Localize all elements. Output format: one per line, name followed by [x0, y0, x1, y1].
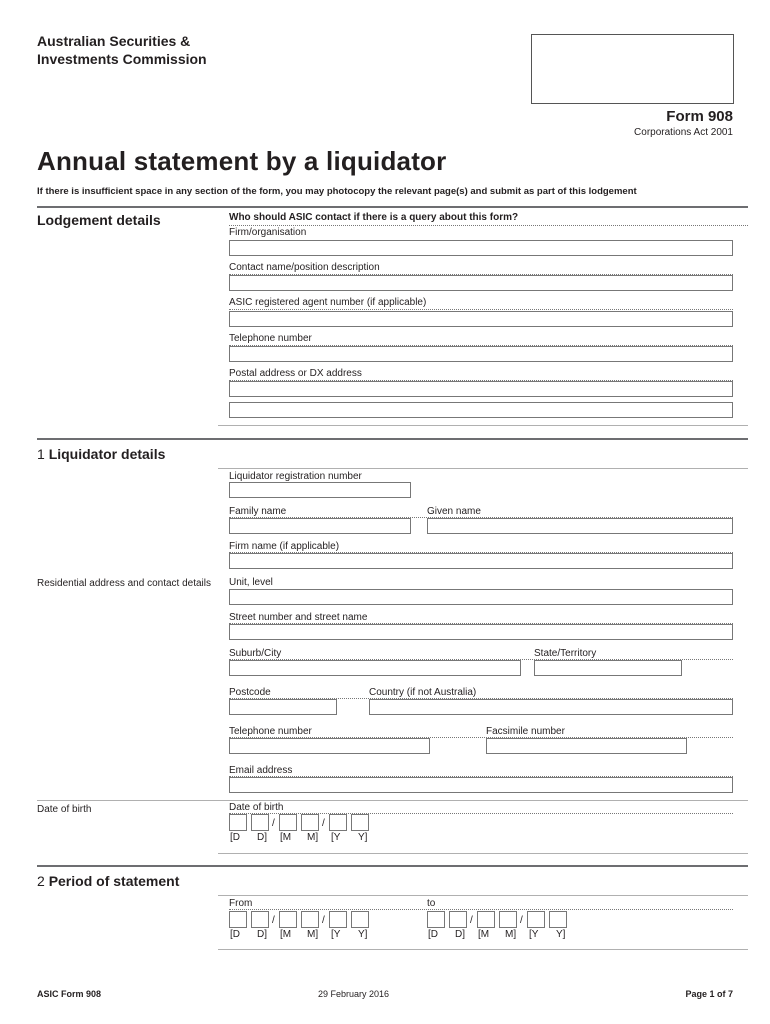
date-format-label: Y] — [358, 832, 368, 843]
liquidator-telephone-field[interactable] — [229, 738, 430, 754]
agency-line-2: Investments Commission — [37, 51, 207, 67]
form-number: Form 908 — [666, 108, 733, 125]
from-year-2-box[interactable] — [351, 911, 369, 928]
from-day-2-box[interactable] — [251, 911, 269, 928]
to-day-1-box[interactable] — [427, 911, 445, 928]
date-of-birth-side-label: Date of birth — [37, 804, 92, 815]
dotted-rule — [229, 909, 733, 910]
dob-year-1-box[interactable] — [329, 814, 347, 831]
agency-name — [37, 32, 207, 68]
instruction-note: If there is insufficient space in any section of the form, you may photocopy the relevant page(s) and submit as part of this lodgement — [37, 186, 637, 197]
country-field[interactable] — [369, 699, 733, 715]
from-month-1-box[interactable] — [279, 911, 297, 928]
date-format-label: [Y — [529, 929, 539, 940]
page-title: Annual statement by a liquidator — [37, 146, 447, 176]
postcode-field[interactable] — [229, 699, 337, 715]
postal-address-label: Postal address or DX address — [229, 368, 362, 379]
date-format-label: [Y — [331, 832, 341, 843]
date-format-label: [D — [230, 832, 240, 843]
to-year-2-box[interactable] — [549, 911, 567, 928]
unit-level-label: Unit, level — [229, 577, 273, 588]
section-rule — [218, 895, 748, 896]
contact-name-field[interactable] — [229, 275, 733, 291]
to-day-2-box[interactable] — [449, 911, 467, 928]
dob-month-1-box[interactable] — [279, 814, 297, 831]
section-divider — [37, 865, 748, 867]
date-format-label: [M — [478, 929, 490, 940]
date-separator: / — [322, 818, 325, 829]
lodgement-question: Who should ASIC contact if there is a query about this form? — [229, 212, 519, 223]
date-format-label: [D — [230, 929, 240, 940]
date-format-label: D] — [455, 929, 465, 940]
section-divider — [37, 206, 748, 208]
residential-address-side-label: Residential address and contact details — [37, 578, 211, 589]
email-label: Email address — [229, 765, 293, 776]
facsimile-label: Facsimile number — [486, 726, 565, 737]
registration-number-field[interactable] — [229, 482, 411, 498]
dob-day-2-box[interactable] — [251, 814, 269, 831]
date-format-label: [M — [280, 929, 292, 940]
postal-address-field-1[interactable] — [229, 381, 733, 397]
section-rule — [37, 800, 748, 801]
dob-year-2-box[interactable] — [351, 814, 369, 831]
lodgement-telephone-label: Telephone number — [229, 333, 312, 344]
date-separator: / — [272, 915, 275, 926]
section-2-number: 2 — [37, 873, 45, 889]
to-year-1-box[interactable] — [527, 911, 545, 928]
suburb-field[interactable] — [229, 660, 521, 676]
to-month-2-box[interactable] — [499, 911, 517, 928]
firm-name-field[interactable] — [229, 553, 733, 569]
date-separator: / — [272, 818, 275, 829]
from-day-1-box[interactable] — [229, 911, 247, 928]
section-end-rule — [218, 853, 748, 854]
lodgement-heading: Lodgement details — [37, 212, 161, 228]
section-2-title: Period of statement — [48, 873, 180, 889]
section-end-rule — [218, 949, 748, 950]
facsimile-field[interactable] — [486, 738, 687, 754]
act-reference: Corporations Act 2001 — [634, 127, 733, 138]
given-name-field[interactable] — [427, 518, 733, 534]
to-month-1-box[interactable] — [477, 911, 495, 928]
agent-number-field[interactable] — [229, 311, 733, 327]
section-1-title: Liquidator details — [48, 446, 166, 462]
section-divider — [37, 438, 748, 440]
family-name-label: Family name — [229, 506, 287, 517]
dob-month-2-box[interactable] — [301, 814, 319, 831]
firm-organisation-label: Firm/organisation — [229, 227, 307, 238]
dotted-rule — [229, 309, 733, 310]
section-2-heading — [37, 873, 179, 889]
dob-day-1-box[interactable] — [229, 814, 247, 831]
section-end-rule — [218, 425, 748, 426]
from-month-2-box[interactable] — [301, 911, 319, 928]
liquidator-telephone-label: Telephone number — [229, 726, 312, 737]
family-name-field[interactable] — [229, 518, 411, 534]
date-of-birth-label: Date of birth — [229, 802, 284, 813]
date-separator: / — [322, 915, 325, 926]
period-from-label: From — [229, 898, 253, 909]
firm-name-label: Firm name (if applicable) — [229, 541, 340, 552]
date-separator: / — [470, 915, 473, 926]
section-1-number: 1 — [37, 446, 45, 462]
agency-line-1: Australian Securities & — [37, 33, 191, 49]
office-use-box — [531, 34, 734, 104]
state-label: State/Territory — [534, 648, 597, 659]
registration-number-label: Liquidator registration number — [229, 471, 362, 482]
date-format-label: M] — [505, 929, 517, 940]
section-1-heading — [37, 446, 165, 462]
dotted-rule — [229, 225, 748, 226]
date-format-label: D] — [257, 929, 267, 940]
email-field[interactable] — [229, 777, 733, 793]
contact-name-label: Contact name/position description — [229, 262, 380, 273]
date-format-label: [Y — [331, 929, 341, 940]
date-separator: / — [520, 915, 523, 926]
given-name-label: Given name — [427, 506, 481, 517]
footer-form-name: ASIC Form 908 — [37, 989, 102, 999]
firm-organisation-field[interactable] — [229, 240, 733, 256]
section-rule — [218, 468, 748, 469]
unit-level-field[interactable] — [229, 589, 733, 605]
footer-date: 29 February 2016 — [318, 989, 390, 999]
postcode-label: Postcode — [229, 687, 271, 698]
street-label: Street number and street name — [229, 612, 368, 623]
date-format-label: [D — [428, 929, 438, 940]
from-year-1-box[interactable] — [329, 911, 347, 928]
period-to-label: to — [427, 898, 436, 909]
suburb-label: Suburb/City — [229, 648, 282, 659]
date-format-label: Y] — [556, 929, 566, 940]
date-format-label: Y] — [358, 929, 368, 940]
country-label: Country (if not Australia) — [369, 687, 477, 698]
footer-page-number: Page 1 of 7 — [685, 989, 733, 999]
agent-number-label: ASIC registered agent number (if applicable) — [229, 297, 427, 308]
postal-address-field-2[interactable] — [229, 402, 733, 418]
lodgement-telephone-field[interactable] — [229, 346, 733, 362]
date-format-label: M] — [307, 832, 319, 843]
date-format-label: M] — [307, 929, 319, 940]
state-field[interactable] — [534, 660, 682, 676]
date-format-label: [M — [280, 832, 292, 843]
street-field[interactable] — [229, 624, 733, 640]
date-format-label: D] — [257, 832, 267, 843]
